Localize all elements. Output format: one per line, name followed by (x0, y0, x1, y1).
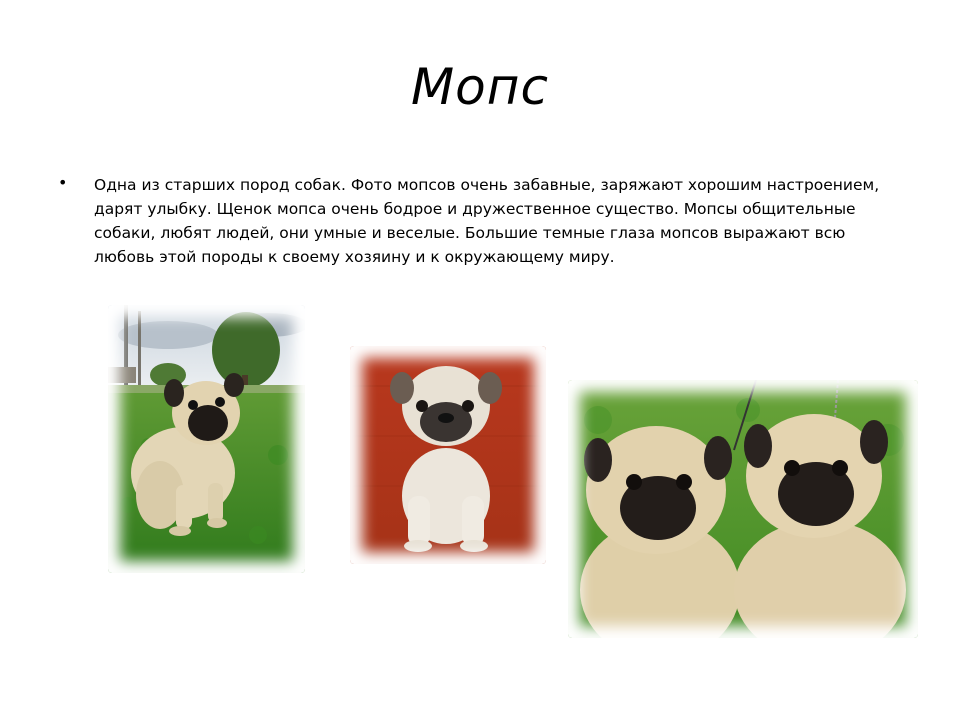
pug-puppy-image (350, 346, 546, 564)
bullet-text: Одна из старших пород собак. Фото мопсов очень забавные, заряжают хорошим настроением, дарят улыбку. Щенок мопса очень бодрое и дружественное существо. Мопсы общительные собаки, любят людей, они умные и веселые. Большие темные глаза мопсов выражают всю любовь этой породы к своему хозяину и к окружающему миру. (94, 176, 880, 266)
two-pugs-image (568, 380, 918, 638)
photo-pug-on-grass (108, 305, 305, 573)
bullet-marker: • (58, 173, 68, 192)
slide-title: Мопс (411, 58, 549, 116)
photo-two-pugs (568, 380, 918, 638)
pug-on-grass-image (108, 305, 305, 573)
photo-pug-puppy (350, 346, 546, 564)
